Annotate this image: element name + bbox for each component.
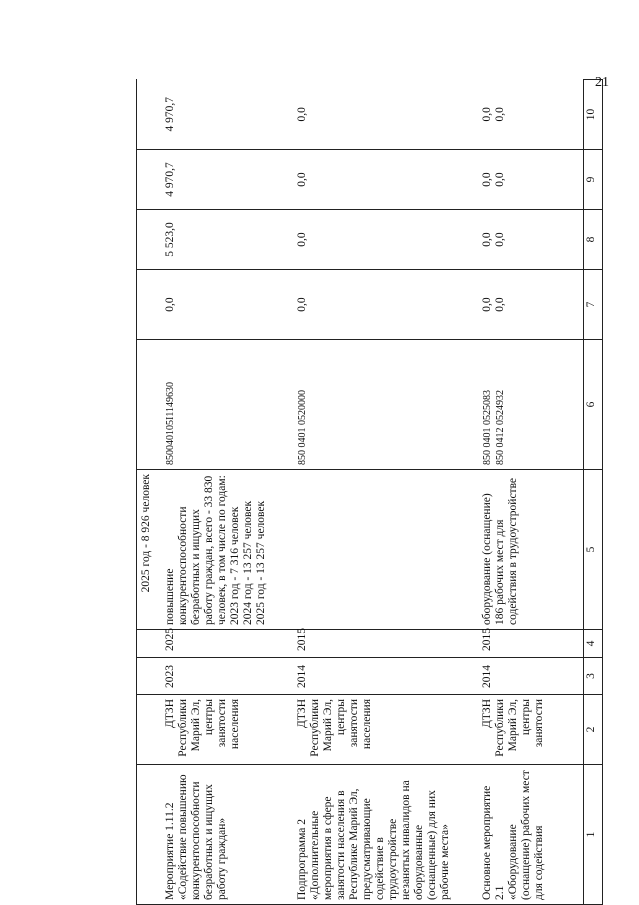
row-name: Мероприятие 1.11.2 «Содействие повышению конкурентоспособности безработных и ищущих работу граждан» (161, 765, 293, 905)
row-col10: 0,0 (293, 80, 478, 150)
continuation-row (137, 80, 162, 905)
table-row (478, 80, 583, 905)
row-col7: 0,0 0,0 (478, 270, 583, 340)
header-cell: 4 (583, 630, 602, 658)
row-start: 2023 (161, 658, 293, 695)
row-col8: 0,0 (293, 210, 478, 270)
header-cell: 7 (583, 270, 602, 340)
row-col9: 4 970,7 (161, 150, 293, 210)
header-cell: 8 (583, 210, 602, 270)
row-result: повышение конкурентоспособности безработных и ищущих работу граждан, всего - 33 830 человек, в том числе по годам: 2023 год - 7 316 человек 2024 год - 13 257 человек 2025 год - 13 257 человек (161, 470, 293, 630)
row-name: Основное мероприятие 2.1 «Оборудование (оснащение) рабочих мест для содействия (478, 765, 583, 905)
header-cell: 5 (583, 470, 602, 630)
header-cell: 1 (583, 765, 602, 905)
row-col9: 0,0 (293, 150, 478, 210)
header-row (583, 80, 602, 905)
row-result: оборудование (оснащение) 186 рабочих мест для содействия в трудоустройстве (478, 470, 583, 630)
header-cell: 3 (583, 658, 602, 695)
row-code: 850040105I1149630 (161, 340, 293, 470)
row-code: 850 0401 0525083 850 0412 0524932 (478, 340, 583, 470)
header-cell: 9 (583, 150, 602, 210)
row-col7: 0,0 (293, 270, 478, 340)
row-col7: 0,0 (161, 270, 293, 340)
header-cell: 10 (583, 80, 602, 150)
row-name: Подпрограмма 2 «Дополнительные мероприятия в сфере занятости населения в Республике Марий Эл, предусматривающие содействие в трудоустройстве незанятых инвалидов на оборудованные (оснащенные) для них рабочие места» (293, 765, 478, 905)
row-end: 2025 (161, 630, 293, 658)
table-row (293, 80, 478, 905)
row-start: 2014 (293, 658, 478, 695)
row-executor: ДТЗН Республики Марий Эл, центры занятости (478, 695, 583, 765)
row-end: 2015 (293, 630, 478, 658)
row-col9: 0,0 0,0 (478, 150, 583, 210)
row-result (293, 470, 478, 630)
row-end: 2015 (478, 630, 583, 658)
page-number: 21 (595, 75, 609, 90)
rotated-table-wrapper (136, 80, 616, 905)
header-cell: 6 (583, 340, 602, 470)
continuation-text: 2025 год - 8 926 человек (137, 470, 162, 630)
header-cell: 2 (583, 695, 602, 765)
row-executor: ДТЗН Республики Марий Эл, центры занятости населения (293, 695, 478, 765)
row-col8: 0,0 0,0 (478, 210, 583, 270)
row-code: 850 0401 0520000 (293, 340, 478, 470)
row-col8: 5 523,0 (161, 210, 293, 270)
row-col10: 0,0 0,0 (478, 80, 583, 150)
program-table (136, 79, 603, 905)
row-executor: ДТЗН Республики Марий Эл, центры занятости населения (161, 695, 293, 765)
table-row (161, 80, 293, 905)
row-start: 2014 (478, 658, 583, 695)
row-col10: 4 970,7 (161, 80, 293, 150)
